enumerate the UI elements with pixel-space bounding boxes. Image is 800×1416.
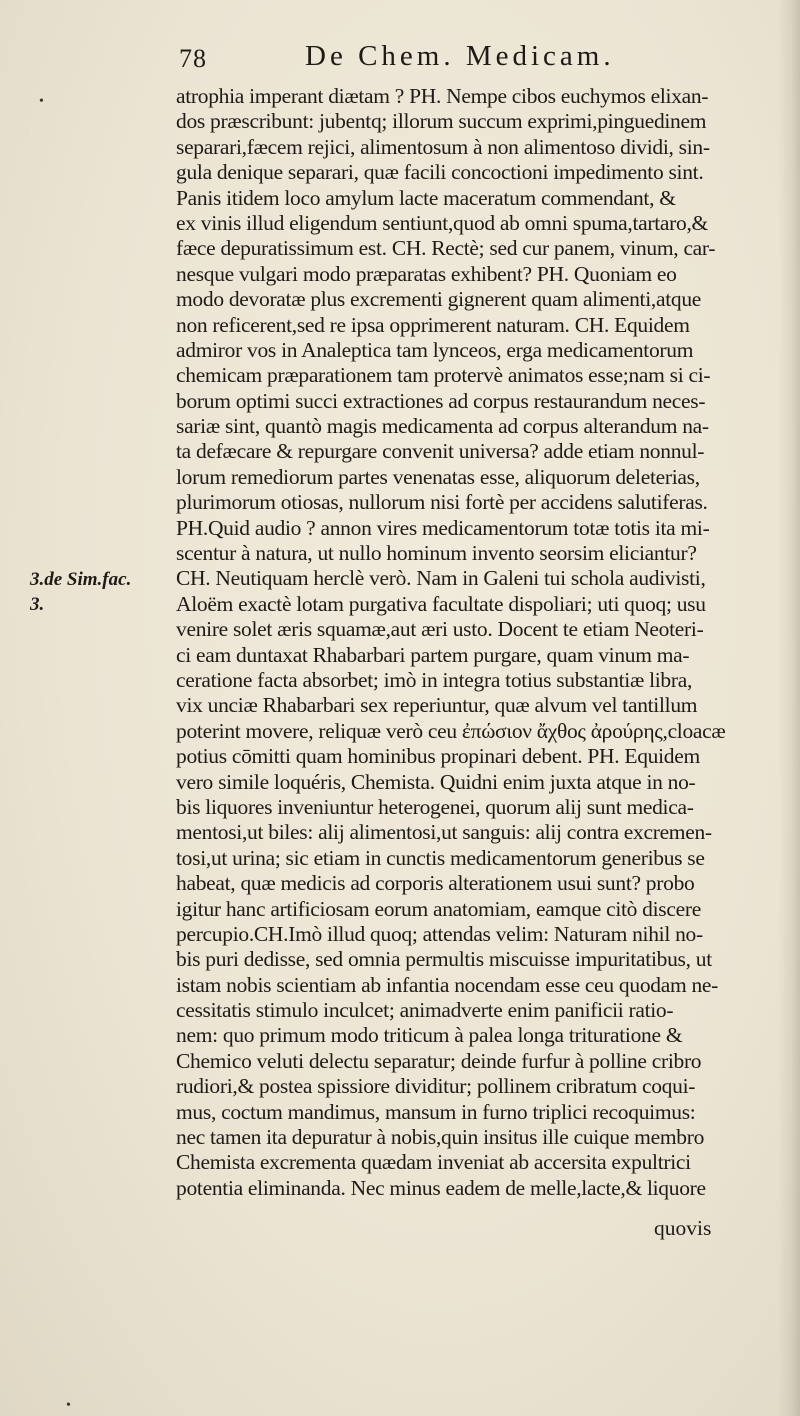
text-line: mentosi,ut biles: alij alimentosi,ut sanguis: alij contra excremen- <box>176 820 712 845</box>
text-line: borum optimi succi extractiones ad corpus restaurandum neces- <box>176 388 706 413</box>
page-number: 78 <box>179 44 207 73</box>
text-line: rudiori,& postea spissiore dividitur; pollinem cribratum coqui- <box>176 1074 696 1099</box>
text-line: tosi,ut urina; sic etiam in cunctis medicamentorum generibus se <box>176 845 705 870</box>
text-line: bis puri dedisse, sed omnia permultis miscuisse impuritatibus, ut <box>176 947 712 972</box>
text-line: separari,fæcem rejici, alimentosum à non alimentoso dividi, sin- <box>176 134 710 159</box>
catchword: quovis <box>654 1216 712 1240</box>
ink-dot-mark: • <box>39 94 44 109</box>
text-line: CH. Neutiquam herclè verò. Nam in Galeni tui schola audivisti, <box>176 566 706 591</box>
text-line: plurimorum otiosas, nullorum nisi fortè per accidens salutiferas. <box>176 490 708 515</box>
text-line: potentia eliminanda. Nec minus eadem de melle,lacte,& liquore <box>176 1175 706 1200</box>
text-line: mus, coctum mandimus, mansum in furno triplici recoquimus: <box>176 1099 696 1124</box>
running-title: De Chem. Medicam. <box>305 40 615 72</box>
page-header <box>179 40 759 74</box>
text-line: potius cōmitti quam hominibus propinari debent. PH. Equidem <box>176 744 700 769</box>
text-line: gula denique separari, quæ facili concoctioni impedimento sint. <box>176 160 704 185</box>
text-line: Aloëm exactè lotam purgativa facultate dispoliari; uti quoq; usu <box>176 591 706 616</box>
text-line: nem: quo primum modo triticum à palea longa trituratione & <box>176 1023 683 1048</box>
text-line: igitur hanc artificiosam eorum anatomiam, eamque citò discere <box>176 896 701 921</box>
text-line: admiror vos in Analeptica tam lynceos, erga medicamentorum <box>176 337 694 362</box>
text-line: Chemico veluti delectu separatur; deinde furfur à polline cribro <box>176 1048 702 1073</box>
text-line: Chemista excrementa quædam inveniat ab accersita expultrici <box>176 1150 691 1175</box>
text-line: nec tamen ita depuratur à nobis,quin insitus ille cuique membro <box>176 1125 705 1150</box>
text-line: scentur à natura, ut nullo hominum invento seorsim eliciantur? <box>176 541 697 566</box>
text-line: ceratione facta absorbet; imò in integra totius substantiæ libra, <box>176 667 693 692</box>
text-line: non reficerent,sed re ipsa opprimerent naturam. CH. Equidem <box>176 312 690 337</box>
text-line: atrophia imperant diætam ? PH. Nempe cibos euchymos elixan- <box>176 84 709 108</box>
text-line: habeat, quæ medicis ad corporis alterationem usui sunt? probo <box>176 871 695 896</box>
text-line: vix unciæ Rhabarbari sex reperiuntur, quæ alvum vel tantillum <box>176 693 698 718</box>
text-line: chemicam præparationem tam protervè animatos esse;nam si ci- <box>176 363 711 388</box>
text-line: ci eam duntaxat Rhabarbari partem purgare, quam vinum ma- <box>176 642 690 667</box>
text-line: Panis itidem loco amylum lacte maceratum commendant, & <box>176 185 676 210</box>
page-gutter-shadow <box>778 0 800 1416</box>
text-line: lorum remediorum partes venenatas esse, aliquorum deleterias, <box>176 464 700 489</box>
text-line: ex vinis illud eligendum sentiunt,quod ab omni spuma,tartaro,& <box>176 210 708 235</box>
text-line: bis liquores inveniuntur heterogenei, quorum alij sunt medica- <box>176 794 694 819</box>
text-line: modo devoratæ plus excrementi gignerent quam alimenti,atque <box>176 287 702 312</box>
text-line: nesque vulgari modo præparatas exhibent? PH. Quoniam eo <box>176 261 677 286</box>
text-line: cessitatis stimulo inculcet; animadverte enim panificii ratio- <box>176 998 674 1023</box>
text-line: poterint movere, reliquæ verò ceu ἐπώσιον ἄχθος ἀρούρης,cloacæ <box>176 718 726 743</box>
ink-dot-mark: • <box>66 1398 71 1413</box>
text-line: dos præscribunt: jubentq; illorum succum exprimi,pinguedinem <box>176 109 707 134</box>
text-line: PH.Quid audio ? annon vires medicamentorum totæ totis ita mi- <box>176 515 710 540</box>
body-text <box>176 84 780 1201</box>
text-line: percupio.CH.Imò illud quoq; attendas velim: Naturam nihil no- <box>176 921 703 946</box>
text-line: venire solet æris squamæ,aut æri usto. Docent te etiam Neoteri- <box>176 617 704 642</box>
text-line: vero simile loquéris, Chemista. Quidni enim juxta atque in no- <box>176 769 696 794</box>
text-line: sariæ sint, quantò magis medicamenta ad corpus alterandum na- <box>176 414 709 439</box>
text-line: ta defæcare & repurgare convenit universa? adde etiam nonnul- <box>176 439 705 464</box>
margin-note-number: 3. <box>30 594 45 615</box>
text-line: istam nobis scientiam ab infantia nocendam esse ceu quodam ne- <box>176 972 719 997</box>
margin-note-reference: 3.de Sim.fac. <box>30 569 132 590</box>
text-line: fæce depuratissimum est. CH. Rectè; sed cur panem, vinum, car- <box>176 236 716 261</box>
